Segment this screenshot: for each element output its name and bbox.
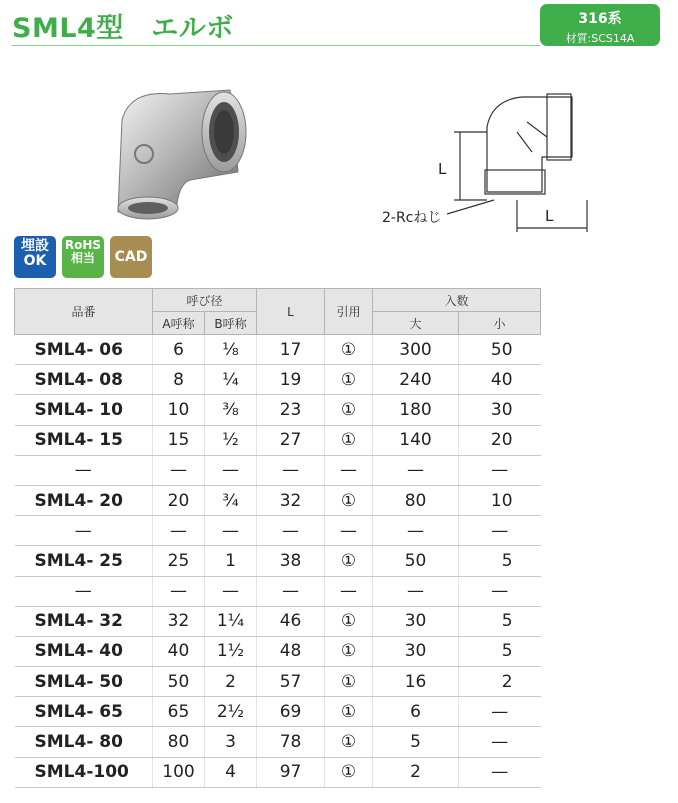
cell-L: 38 bbox=[257, 546, 325, 576]
cell-part-no: — bbox=[15, 576, 153, 606]
spec-table bbox=[14, 288, 541, 788]
cell-reference: ① bbox=[325, 425, 373, 455]
cell-large: 30 bbox=[373, 636, 459, 666]
cell-part-no: SML4- 15 bbox=[15, 425, 153, 455]
cell-large: 50 bbox=[373, 546, 459, 576]
cell-large: — bbox=[373, 576, 459, 606]
cell-b-nominal: 1¼ bbox=[205, 606, 257, 636]
cell-a-nominal: 40 bbox=[153, 636, 205, 666]
cell-part-no: SML4-100 bbox=[15, 757, 153, 787]
cell-large: 140 bbox=[373, 425, 459, 455]
cell-small: — bbox=[459, 516, 541, 546]
cell-small: — bbox=[459, 757, 541, 787]
cell-a-nominal: 100 bbox=[153, 757, 205, 787]
burial-line1: 埋設 bbox=[21, 238, 49, 254]
cell-reference: ① bbox=[325, 697, 373, 727]
table-row bbox=[15, 606, 541, 636]
cad-icon[interactable]: CAD bbox=[110, 236, 152, 278]
header-nominal: 呼び径 bbox=[153, 289, 257, 312]
header-quantity: 入数 bbox=[373, 289, 541, 312]
cell-reference: ① bbox=[325, 335, 373, 365]
cell-reference: ① bbox=[325, 546, 373, 576]
cell-part-no: SML4- 40 bbox=[15, 636, 153, 666]
cell-a-nominal: 32 bbox=[153, 606, 205, 636]
cell-large: — bbox=[373, 455, 459, 485]
header-b-nominal: B呼称 bbox=[205, 312, 257, 335]
cell-L: 17 bbox=[257, 335, 325, 365]
cell-b-nominal: 1½ bbox=[205, 636, 257, 666]
cell-b-nominal: 2 bbox=[205, 667, 257, 697]
title-underline bbox=[12, 45, 540, 46]
cell-b-nominal: — bbox=[205, 516, 257, 546]
cell-b-nominal: ⅛ bbox=[205, 335, 257, 365]
table-row bbox=[15, 757, 541, 787]
cell-part-no: SML4- 65 bbox=[15, 697, 153, 727]
cell-small: 5 bbox=[459, 636, 541, 666]
cell-large: 180 bbox=[373, 395, 459, 425]
cell-reference: — bbox=[325, 576, 373, 606]
dimension-diagram bbox=[382, 82, 612, 242]
cell-L: — bbox=[257, 576, 325, 606]
cell-b-nominal: 1 bbox=[205, 546, 257, 576]
cell-a-nominal: 80 bbox=[153, 727, 205, 757]
burial-line2: OK bbox=[23, 252, 47, 269]
cell-small: 5 bbox=[459, 606, 541, 636]
table-row bbox=[15, 516, 541, 546]
cell-a-nominal: 20 bbox=[153, 485, 205, 515]
dim-horizontal-label: L bbox=[545, 207, 554, 225]
cell-reference: ① bbox=[325, 485, 373, 515]
cell-reference: ① bbox=[325, 727, 373, 757]
cell-L: — bbox=[257, 516, 325, 546]
table-row bbox=[15, 697, 541, 727]
table-row bbox=[15, 667, 541, 697]
cell-part-no: — bbox=[15, 455, 153, 485]
cell-b-nominal: — bbox=[205, 576, 257, 606]
cell-b-nominal: — bbox=[205, 455, 257, 485]
page-title: SML4型 エルボ bbox=[12, 13, 234, 44]
cell-small: 30 bbox=[459, 395, 541, 425]
cell-large: 5 bbox=[373, 727, 459, 757]
burial-ok-icon bbox=[14, 236, 56, 278]
cell-L: 19 bbox=[257, 365, 325, 395]
dim-vertical-label: L bbox=[438, 160, 447, 178]
cell-small: 10 bbox=[459, 485, 541, 515]
table-row bbox=[15, 485, 541, 515]
header-reference: 引用 bbox=[325, 289, 373, 335]
cell-part-no: SML4- 10 bbox=[15, 395, 153, 425]
cell-reference: ① bbox=[325, 365, 373, 395]
cell-reference: ① bbox=[325, 636, 373, 666]
header-L: L bbox=[257, 289, 325, 335]
cell-L: 69 bbox=[257, 697, 325, 727]
cell-a-nominal: 50 bbox=[153, 667, 205, 697]
cell-reference: ① bbox=[325, 395, 373, 425]
material-label: 材質:SCS14A bbox=[565, 32, 635, 45]
cell-large: 80 bbox=[373, 485, 459, 515]
cell-a-nominal: 10 bbox=[153, 395, 205, 425]
cell-large: 6 bbox=[373, 697, 459, 727]
cell-part-no: SML4- 80 bbox=[15, 727, 153, 757]
cell-b-nominal: 3 bbox=[205, 727, 257, 757]
cell-part-no: SML4- 25 bbox=[15, 546, 153, 576]
rohs-icon bbox=[62, 236, 104, 278]
cell-small: — bbox=[459, 455, 541, 485]
table-row bbox=[15, 365, 541, 395]
cell-reference: ① bbox=[325, 757, 373, 787]
cell-part-no: SML4- 32 bbox=[15, 606, 153, 636]
header-small: 小 bbox=[459, 312, 541, 335]
grade-label: 316系 bbox=[578, 11, 622, 27]
cell-L: 23 bbox=[257, 395, 325, 425]
spec-table-body bbox=[15, 335, 541, 788]
table-row bbox=[15, 727, 541, 757]
cell-L: 57 bbox=[257, 667, 325, 697]
cell-L: 97 bbox=[257, 757, 325, 787]
cell-L: 78 bbox=[257, 727, 325, 757]
table-row bbox=[15, 636, 541, 666]
rohs-line2: 相当 bbox=[70, 250, 95, 265]
cell-a-nominal: 15 bbox=[153, 425, 205, 455]
table-row bbox=[15, 425, 541, 455]
cell-large: 240 bbox=[373, 365, 459, 395]
cell-L: 32 bbox=[257, 485, 325, 515]
elbow-photo-icon bbox=[98, 80, 260, 222]
cell-a-nominal: 25 bbox=[153, 546, 205, 576]
cell-a-nominal: — bbox=[153, 455, 205, 485]
cell-reference: ① bbox=[325, 606, 373, 636]
cell-small: — bbox=[459, 727, 541, 757]
cell-a-nominal: — bbox=[153, 516, 205, 546]
cell-b-nominal: ¼ bbox=[205, 365, 257, 395]
table-row bbox=[15, 335, 541, 365]
cell-a-nominal: 6 bbox=[153, 335, 205, 365]
table-row bbox=[15, 546, 541, 576]
cell-b-nominal: 4 bbox=[205, 757, 257, 787]
cell-b-nominal: ¾ bbox=[205, 485, 257, 515]
cell-L: 48 bbox=[257, 636, 325, 666]
cell-large: 2 bbox=[373, 757, 459, 787]
cell-L: 46 bbox=[257, 606, 325, 636]
cell-reference: — bbox=[325, 516, 373, 546]
cell-large: — bbox=[373, 516, 459, 546]
cell-L: 27 bbox=[257, 425, 325, 455]
material-badge bbox=[540, 4, 660, 46]
cell-a-nominal: 65 bbox=[153, 697, 205, 727]
cell-a-nominal: 8 bbox=[153, 365, 205, 395]
cell-b-nominal: 2½ bbox=[205, 697, 257, 727]
cell-reference: — bbox=[325, 455, 373, 485]
cell-reference: ① bbox=[325, 667, 373, 697]
cell-large: 30 bbox=[373, 606, 459, 636]
table-row bbox=[15, 576, 541, 606]
cell-large: 16 bbox=[373, 667, 459, 697]
cell-small: — bbox=[459, 576, 541, 606]
header-a-nominal: A呼称 bbox=[153, 312, 205, 335]
cell-small: 5 bbox=[459, 546, 541, 576]
thread-label: 2-Rcねじ bbox=[382, 210, 442, 226]
cell-small: 2 bbox=[459, 667, 541, 697]
rohs-line1: RoHS bbox=[64, 238, 102, 252]
header-large: 大 bbox=[373, 312, 459, 335]
cell-large: 300 bbox=[373, 335, 459, 365]
cell-b-nominal: ½ bbox=[205, 425, 257, 455]
cell-small: 20 bbox=[459, 425, 541, 455]
cell-part-no: SML4- 50 bbox=[15, 667, 153, 697]
cell-L: — bbox=[257, 455, 325, 485]
cell-part-no: SML4- 08 bbox=[15, 365, 153, 395]
cell-small: 40 bbox=[459, 365, 541, 395]
cell-part-no: SML4- 20 bbox=[15, 485, 153, 515]
cell-a-nominal: — bbox=[153, 576, 205, 606]
table-row bbox=[15, 395, 541, 425]
cell-b-nominal: ⅜ bbox=[205, 395, 257, 425]
cell-small: 50 bbox=[459, 335, 541, 365]
cell-small: — bbox=[459, 697, 541, 727]
cell-part-no: SML4- 06 bbox=[15, 335, 153, 365]
header-part-no: 品番 bbox=[15, 289, 153, 335]
cell-part-no: — bbox=[15, 516, 153, 546]
table-row bbox=[15, 455, 541, 485]
